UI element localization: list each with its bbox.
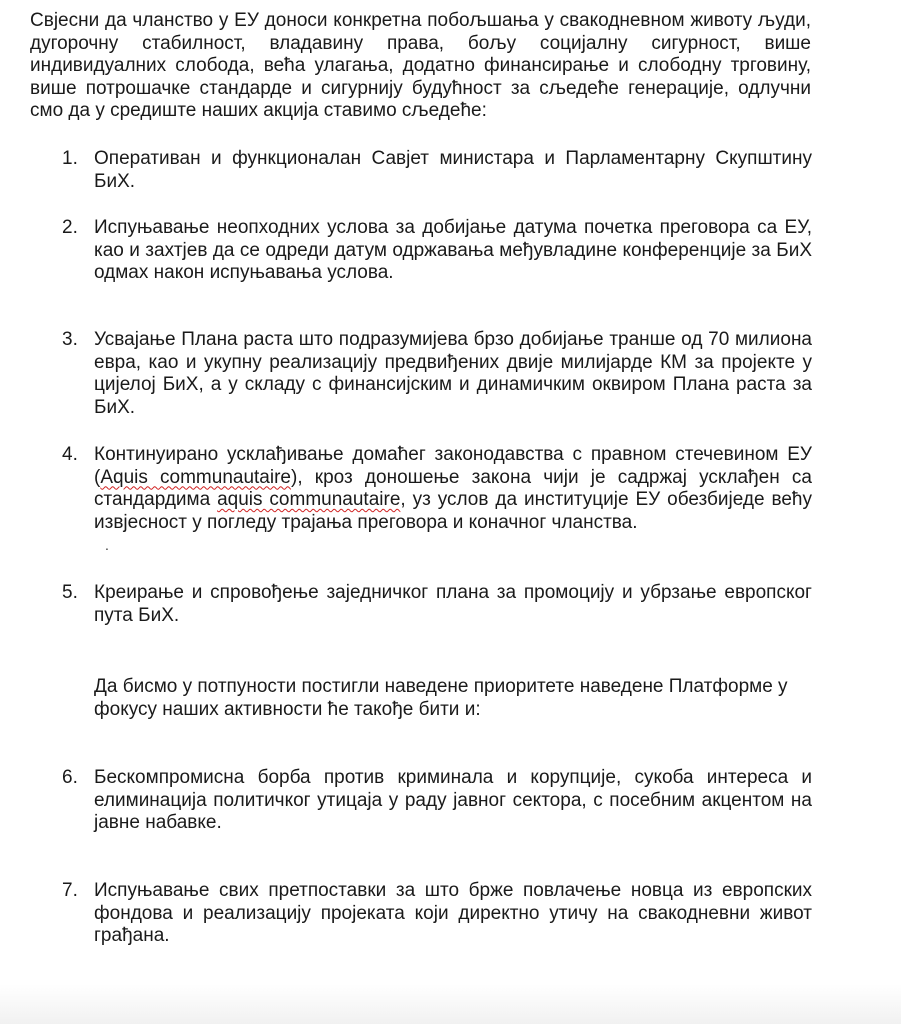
note-paragraph: Да бисмо у потпуности постигли наведене приоритете наведене Платформе у фокусу наших активности ће такође бити и: [94,676,788,720]
list-item-4 [62,444,812,534]
list-text [94,444,812,534]
list-item-2 [62,217,812,285]
list-text: Испуњавање неопходних услова за добијање датума почетка преговора са ЕУ, као и захтјев да се одреди датум одржавања међувладине конференције за БиХ одмах након испуњавања услова. [94,217,812,284]
intro-paragraph: Свјесни да чланство у ЕУ доноси конкретна побољшања у свакодневном животу људи, дугорочну стабилност, владавину права, бољу социјалну сигурност, више индивидуалних слобода, већа улагања, додатно финансирање и слободну трговину, више потрошачке стандарде и сигурнију будућност за сљедеће генерације, одлучни смо да у средиште наших акција ставимо сљедеће: [30,10,811,122]
list-number: 7. [62,880,78,901]
list-text-part: , уз услов да институције ЕУ обезбиједе већу извјесност у погледу трајања преговора и коначног чланства. [94,489,812,533]
list-text: Оперативан и функционалан Савјет министара и Парламентарну Скупштину БиХ. [94,148,812,192]
list-text: Бескомпромисна борба против криминала и корупције, сукоба интереса и елиминација политичког утицаја у раду јавног сектора, с посебним акцентом на јавне набавке. [94,767,812,834]
list-text: Усвајање Плана раста што подразумијева брзо добијање транше од 70 милиона евра, као и укупну реализацију предвиђених двије милијарде КМ за пројекте у цијелој БиХ, а у складу с финансијским и динамичким оквиром Плана раста за БиХ. [94,329,812,418]
list-number: 4. [62,444,78,465]
list-number: 6. [62,767,78,788]
page-bottom-shade [0,984,901,1024]
list-item-6 [62,767,812,835]
list-item-7 [62,880,812,948]
list-item-1 [62,148,812,193]
list-text: Испуњавање свих претпоставки за што брже повлачење новца из европских фондова и реализацију пројеката који директно утичу на свакодневни живот грађана. [94,880,812,947]
list-number: 3. [62,329,78,350]
stray-mark: . [105,537,109,553]
list-text-part: ), кроз доношење закона чији је садржај усклађен са стандардима [94,466,812,511]
list-item-3 [62,329,812,419]
list-text: Креирање и спровођење заједничког плана за промоцију и убрзање европског пута БиХ. [94,582,812,626]
spellcheck-term[interactable]: Aquis communautaire [100,466,291,488]
spellcheck-term[interactable]: aquis communautaire [217,489,401,511]
list-text-part: Континуирано усклађивање домаћег законодавства с правном стечевином ЕУ ( [94,444,812,488]
list-item-5 [62,582,812,627]
list-number: 1. [62,148,78,169]
list-number: 2. [62,217,78,238]
list-number: 5. [62,582,78,603]
